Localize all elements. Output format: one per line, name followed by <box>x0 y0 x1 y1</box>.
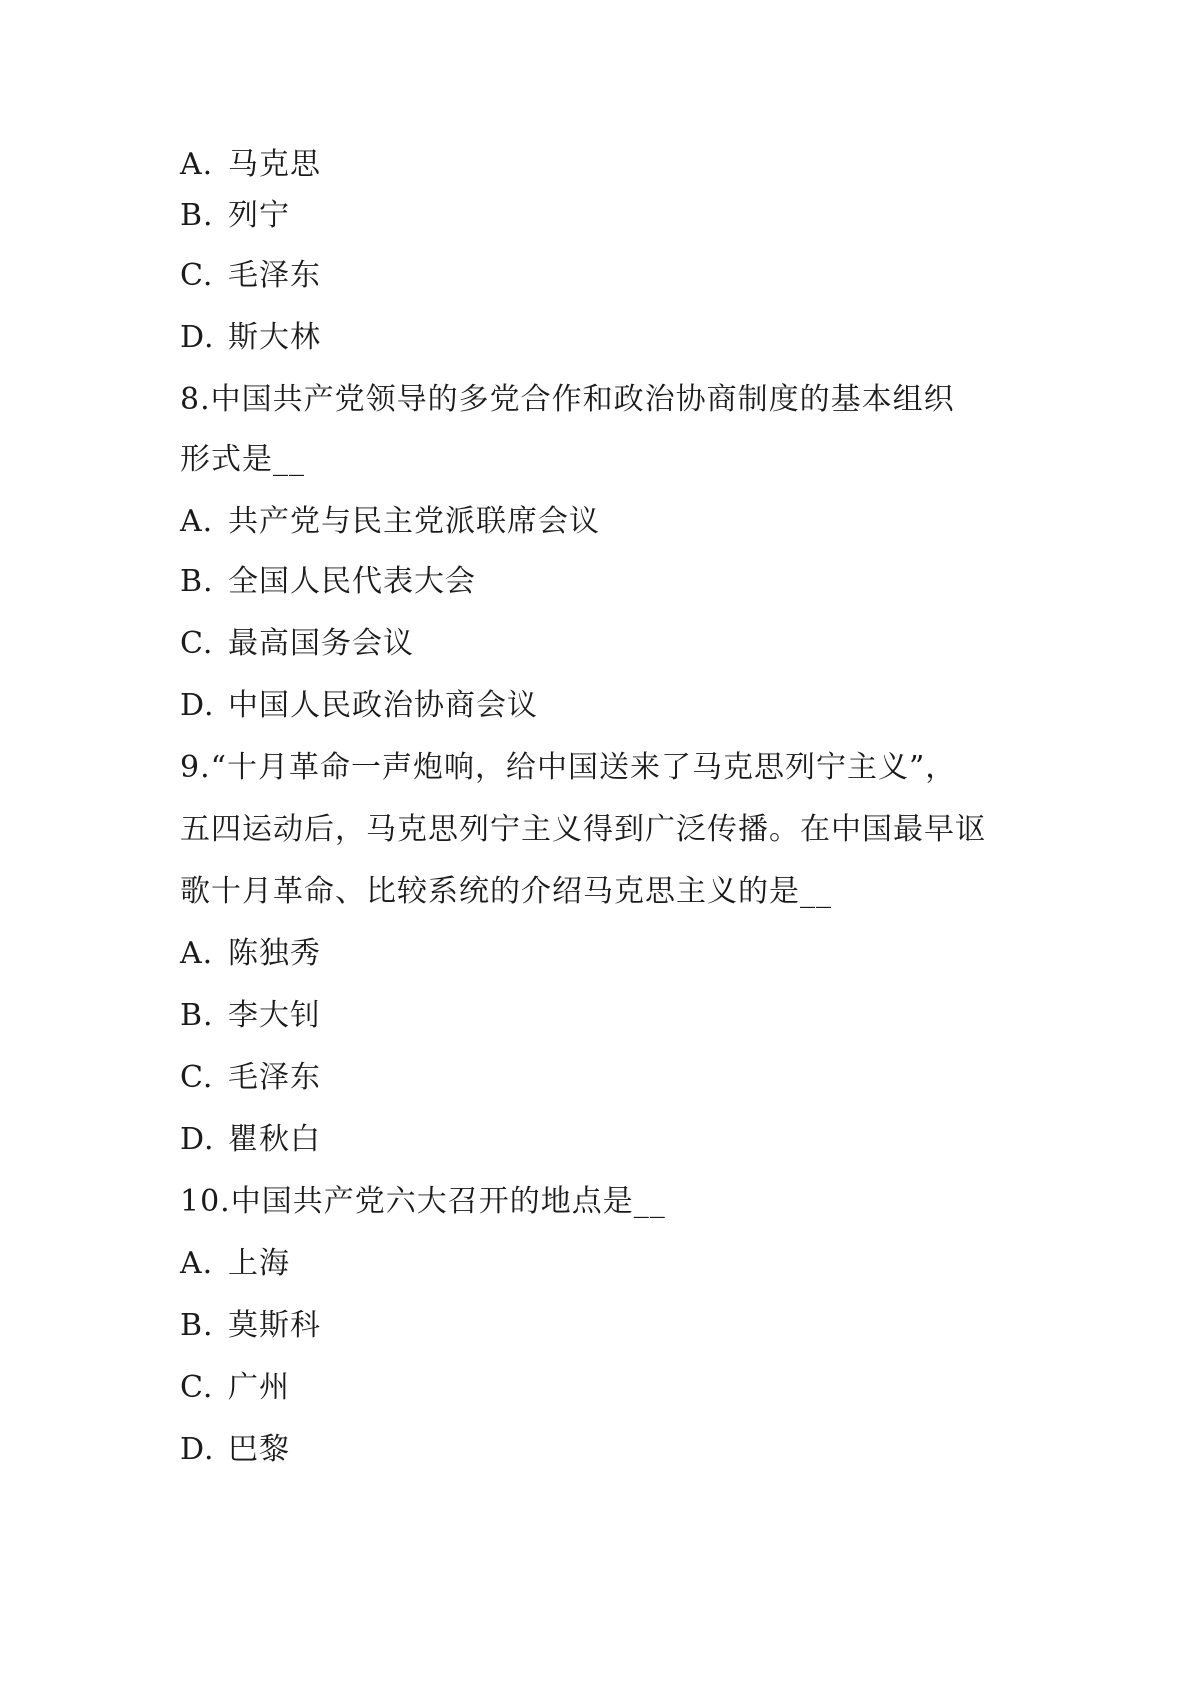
option-text: 中国人民政治协商会议 <box>228 688 538 723</box>
option-text: 莫斯科 <box>228 1308 321 1343</box>
q9-option-b <box>180 996 321 1036</box>
question-number: 10. <box>180 1184 231 1219</box>
option-text: 上海 <box>228 1246 290 1281</box>
option-text: 马克思 <box>228 147 321 182</box>
option-text: 李大钊 <box>228 998 321 1033</box>
option-letter: B. <box>180 564 214 599</box>
option-letter: C. <box>180 258 214 293</box>
q9-stem-line-3 <box>180 872 832 912</box>
option-text: 斯大林 <box>228 320 321 355</box>
q7-option-a <box>180 145 321 185</box>
option-text: 瞿秋白 <box>228 1122 321 1157</box>
option-letter: C. <box>180 1370 214 1405</box>
option-text: 广州 <box>228 1370 290 1405</box>
question-number: 9. <box>180 750 211 785</box>
question-text: 五四运动后，马克思列宁主义得到广泛传播。在中国最早讴 <box>180 812 986 847</box>
q10-option-c <box>180 1368 290 1408</box>
q8-option-b <box>180 562 476 602</box>
option-letter: A. <box>180 936 214 971</box>
q9-stem-line-2 <box>180 810 986 850</box>
option-letter: B. <box>180 1308 214 1343</box>
option-text: 陈独秀 <box>228 936 321 971</box>
q10-option-a <box>180 1244 290 1284</box>
q9-stem-line-1 <box>180 748 956 788</box>
q10-stem-line-1 <box>180 1182 666 1222</box>
option-letter: D. <box>180 320 215 355</box>
option-text: 巴黎 <box>228 1432 290 1467</box>
option-letter: D. <box>180 688 215 723</box>
q8-option-d <box>180 686 538 726</box>
option-text: 毛泽东 <box>228 258 321 293</box>
q10-option-d <box>180 1430 290 1470</box>
option-text: 最高国务会议 <box>228 626 414 661</box>
q8-option-c <box>180 624 414 664</box>
q8-stem-line-1 <box>180 380 955 420</box>
option-letter: D. <box>180 1122 215 1157</box>
q10-option-b <box>180 1306 321 1346</box>
question-text: 形式是__ <box>180 442 305 477</box>
question-text: “十月革命一声炮响，给中国送来了马克思列宁主义”， <box>210 750 957 785</box>
question-text: 中国共产党六大召开的地点是__ <box>230 1184 666 1219</box>
option-letter: A. <box>180 147 214 182</box>
option-text: 共产党与民主党派联席会议 <box>228 504 600 539</box>
question-text: 歌十月革命、比较系统的介绍马克思主义的是__ <box>180 874 832 909</box>
q9-option-d <box>180 1120 321 1160</box>
option-letter: D. <box>180 1432 215 1467</box>
q7-option-b <box>180 196 290 236</box>
q8-option-a <box>180 502 600 542</box>
question-text: 中国共产党领导的多党合作和政治协商制度的基本组织 <box>210 382 955 417</box>
question-number: 8. <box>180 382 211 417</box>
option-text: 全国人民代表大会 <box>228 564 476 599</box>
option-text: 毛泽东 <box>228 1060 321 1095</box>
option-letter: A. <box>180 504 214 539</box>
option-text: 列宁 <box>228 198 290 233</box>
q9-option-a <box>180 934 321 974</box>
q8-stem-line-2 <box>180 440 305 480</box>
option-letter: B. <box>180 998 214 1033</box>
option-letter: A. <box>180 1246 214 1281</box>
option-letter: C. <box>180 1060 214 1095</box>
q7-option-d <box>180 318 321 358</box>
option-letter: C. <box>180 626 214 661</box>
option-letter: B. <box>180 198 214 233</box>
q9-option-c <box>180 1058 321 1098</box>
q7-option-c <box>180 256 321 296</box>
